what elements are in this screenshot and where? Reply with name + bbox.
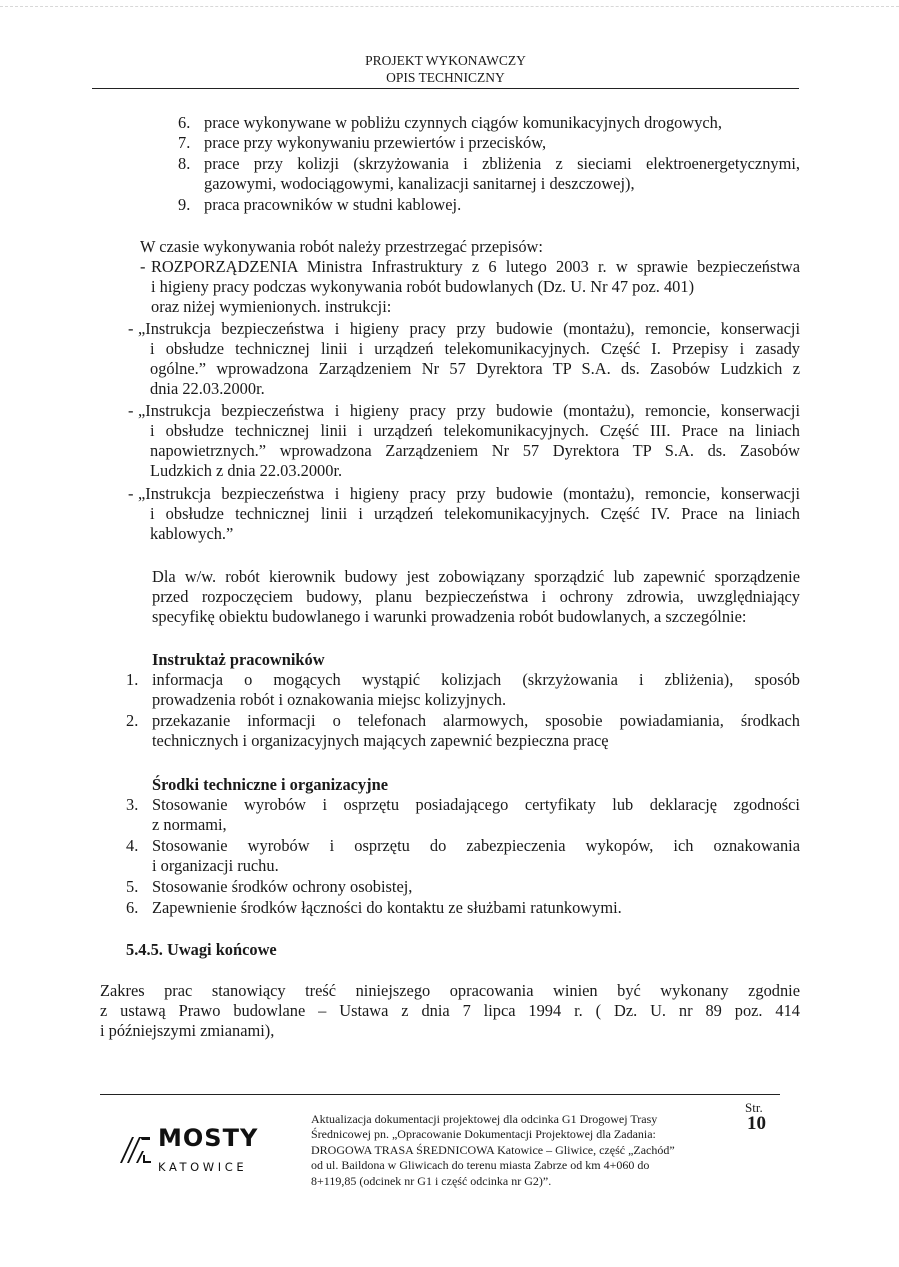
list-item-num: 6. — [126, 898, 139, 917]
company-logo — [118, 1124, 268, 1181]
srodki-heading: Środki techniczne i organizacyjne — [152, 775, 388, 794]
footer-description: Aktualizacja dokumentacji projektowej dla odcinka G1 Drogowej Trasy Średnicowej pn. „Opracowanie Dokumentacji Projektowej dla Zadania: DROGOWA TRASA ŚREDNICOWA Katowice – Gliwice, część „Zachód” od ul. Baildona w Gliwicach do terenu miasta Zabrze od km 4+060 do 8+119,85 (odcinek nr G1 i część odcinka nr G2)”. — [311, 1112, 675, 1188]
instruction-part-1: „Instrukcja bezpieczeństwa i higieny pracy przy budowie (montażu), remoncie, konserwacji i obsłudze technicznej linii i urządzeń telekomunikacyjnych. Część I. Przepisy i zasady ogólne.” wprowadzona Zarządzeniem Nr 57 Dyrektora TP S.A. ds. Zasobów Ludzkich z dnia 22.03.2000r. — [138, 319, 800, 398]
bullet-dash: - — [128, 484, 134, 503]
section-paragraph: Zakres prac stanowiący treść niniejszego opracowania winien być wykonany zgodnie z ustawą Prawo budowlane – Ustawa z dnia 7 lipca 1994 r. ( Dz. U. nr 89 poz. 414 i późniejszymi zmianami), — [100, 981, 800, 1040]
list-item-num: 1. — [126, 670, 139, 689]
list-item: prace wykonywane w pobliżu czynnych ciągów komunikacyjnych drogowych, — [204, 113, 722, 132]
list-item: Stosowanie wyrobów i osprzętu posiadającego certyfikaty lub deklarację zgodności z normami, — [152, 795, 800, 834]
bullet-dash: - — [128, 401, 134, 420]
plan-paragraph: Dla w/w. robót kierownik budowy jest zobowiązany sporządzić lub zapewnić sporządzenie przed rozpoczęciem budowy, planu bezpieczeństwa i ochrony zdrowia, uwzględniający specyfikę obiektu budowlanego i warunki prowadzenia robót budowlanych, a szczególnie: — [152, 567, 800, 626]
list-item-num: 9. — [178, 195, 191, 214]
list-item: praca pracowników w studni kablowej. — [204, 195, 462, 214]
bullet-dash: - — [128, 319, 134, 338]
page-header — [92, 52, 799, 86]
list-item: Zapewnienie środków łączności do kontaktu ze służbami ratunkowymi. — [152, 898, 622, 917]
footer-rule — [100, 1094, 780, 1095]
regulation-rozporzadzenie: ROZPORZĄDZENIA Ministra Infrastruktury z 6 lutego 2003 r. w sprawie bezpieczeństwa i higieny pracy podczas wykonywania robót budowlanych (Dz. U. Nr 47 poz. 401) oraz niżej wymienionych. instrukcji: — [151, 257, 800, 316]
list-item-num: 8. — [178, 154, 191, 173]
instruction-part-4: „Instrukcja bezpieczeństwa i higieny pracy przy budowie (montażu), remoncie, konserwacji i obsłudze technicznej linii i urządzeń telekomunikacyjnych. Część IV. Prace na liniach kablowych.” — [138, 484, 800, 543]
instruction-part-3: „Instrukcja bezpieczeństwa i higieny pracy przy budowie (montażu), remoncie, konserwacji i obsłudze technicznej linii i urządzeń telekomunikacyjnych. Część III. Prace na liniach napowietrznych.” wprowadzona Zarządzeniem Nr 57 Dyrektora TP S.A. ds. Zasobów Ludzkich z dnia 22.03.2000r. — [138, 401, 800, 480]
bullet-dash: - — [140, 257, 146, 276]
page-label: Str. — [745, 1100, 763, 1115]
header-rule — [92, 88, 799, 89]
list-item-num: 3. — [126, 795, 139, 814]
list-item: prace przy kolizji (skrzyżowania i zbliżenia z sieciami elektroenergetycznymi, gazowymi, wodociągowymi, kanalizacji sanitarnej i deszczowej), — [204, 154, 800, 193]
list-item-num: 4. — [126, 836, 139, 855]
logo-name: MOSTY — [158, 1124, 259, 1152]
list-item-num: 5. — [126, 877, 139, 896]
list-item-num: 2. — [126, 711, 139, 730]
list-item-num: 6. — [178, 113, 191, 132]
list-item: przekazanie informacji o telefonach alarmowych, sposobie powiadamiania, środkach technicznych i organizacyjnych mających zapewnić bezpieczna pracę — [152, 711, 800, 750]
list-item: Stosowanie wyrobów i osprzętu do zabezpieczenia wykopów, ich oznakowania i organizacji ruchu. — [152, 836, 800, 875]
header-subtitle: OPIS TECHNICZNY — [386, 70, 505, 85]
list-item-num: 7. — [178, 133, 191, 152]
list-item: informacja o mogących wystąpić kolizjach (skrzyżowania i zbliżenia), sposób prowadzenia robót i oznakowania miejsc kolizyjnych. — [152, 670, 800, 709]
list-item: prace przy wykonywaniu przewiertów i przecisków, — [204, 133, 547, 152]
top-edge-line — [0, 6, 899, 7]
mosty-logo-icon — [118, 1131, 152, 1165]
logo-city: KATOWICE — [158, 1160, 248, 1174]
section-heading: 5.4.5. Uwagi końcowe — [126, 940, 277, 959]
header-title: PROJEKT WYKONAWCZY — [365, 53, 526, 68]
list-item: Stosowanie środków ochrony osobistej, — [152, 877, 413, 896]
page-number: 10 — [747, 1113, 766, 1134]
instruktaz-heading: Instruktaż pracowników — [152, 650, 325, 669]
regulations-intro: W czasie wykonywania robót należy przestrzegać przepisów: — [140, 237, 543, 256]
